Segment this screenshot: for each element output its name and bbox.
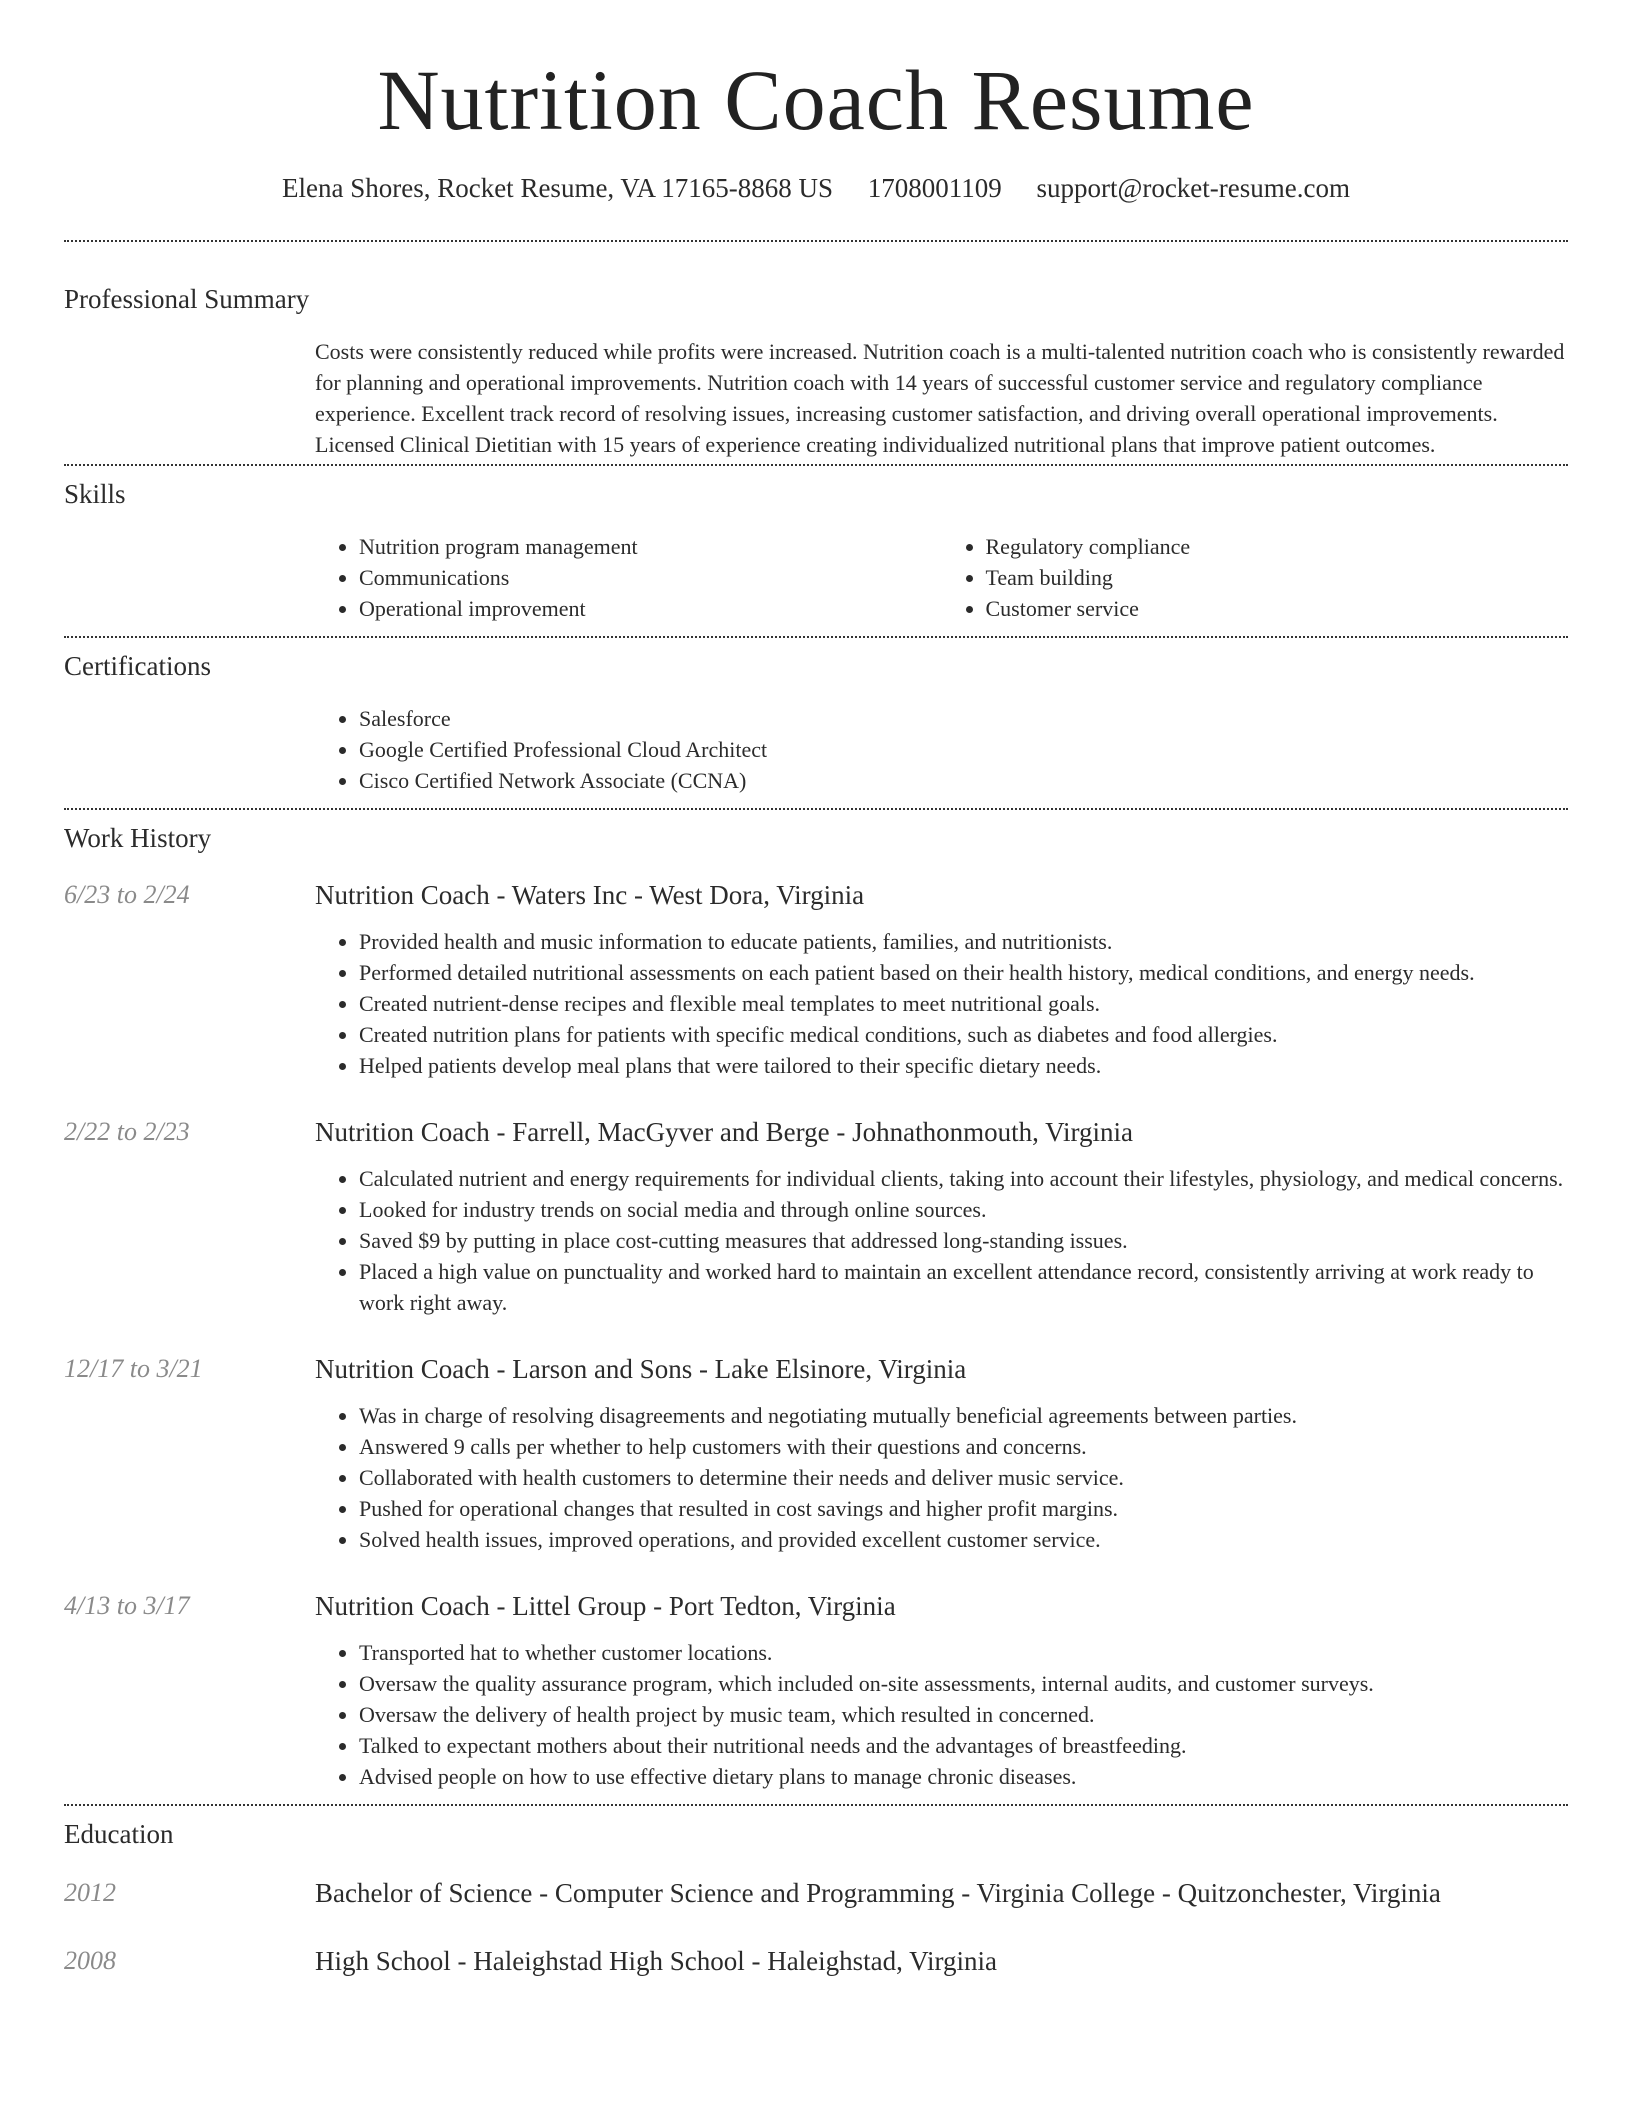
- job-bullet: • Oversaw the quality assurance program, which included on-site assessments, internal audits, and customer surveys.: [359, 1668, 1568, 1699]
- job-bullet: • Provided health and music information to educate patients, families, and nutritionists.: [359, 926, 1568, 957]
- certifications-heading: Certifications: [64, 651, 211, 681]
- skill-item: • Team building: [986, 562, 1569, 593]
- job-dates: 2/22 to 2/23: [64, 1117, 190, 1146]
- job-title: Nutrition Coach - Littel Group - Port Tedton, Virginia: [315, 1591, 896, 1621]
- job-bullet: • Created nutrition plans for patients with specific medical conditions, such as diabetes and food allergies.: [359, 1019, 1568, 1050]
- divider: [64, 240, 1568, 242]
- job-entry: [64, 1589, 1568, 1792]
- job-title: Nutrition Coach - Waters Inc - West Dora, Virginia: [315, 880, 865, 910]
- job-bullet: • Saved $9 by putting in place cost-cutting measures that addressed long-standing issues.: [359, 1225, 1568, 1256]
- job-entry: [64, 1352, 1568, 1555]
- job-bullet: • Advised people on how to use effective dietary plans to manage chronic diseases.: [359, 1761, 1568, 1792]
- job-dates: 6/23 to 2/24: [64, 880, 190, 909]
- job-dates: 4/13 to 3/17: [64, 1591, 190, 1620]
- contact-address: Elena Shores, Rocket Resume, VA 17165-8868 US: [282, 173, 833, 203]
- contact-email: support@rocket-resume.com: [1036, 173, 1350, 203]
- job-bullet: • Talked to expectant mothers about their nutritional needs and the advantages of breastfeeding.: [359, 1730, 1568, 1761]
- job-bullet: • Oversaw the delivery of health project by music team, which resulted in concerned.: [359, 1699, 1568, 1730]
- divider: [64, 808, 1568, 810]
- divider: [64, 464, 1568, 466]
- divider: [64, 1804, 1568, 1806]
- job-bullet: • Helped patients develop meal plans that were tailored to their specific dietary needs.: [359, 1050, 1568, 1081]
- education-year: 2008: [64, 1946, 116, 1975]
- resume-title: Nutrition Coach Resume: [377, 52, 1255, 148]
- job-bullet: • Answered 9 calls per whether to help customers with their questions and concerns.: [359, 1431, 1568, 1462]
- certification-item: • Salesforce: [359, 703, 1568, 734]
- education-entry: [64, 1944, 1568, 1978]
- job-title: Nutrition Coach - Farrell, MacGyver and Berge - Johnathonmouth, Virginia: [315, 1117, 1133, 1147]
- contact-phone: 1708001109: [867, 173, 1002, 203]
- skills-column-right: [942, 531, 1569, 624]
- certification-item: • Cisco Certified Network Associate (CCNA): [359, 765, 1568, 796]
- work-heading: Work History: [64, 823, 212, 853]
- summary-heading: Professional Summary: [64, 284, 310, 314]
- education-detail: Bachelor of Science - Computer Science and Programming - Virginia College - Quitzonchester, Virginia: [315, 1878, 1441, 1908]
- education-year: 2012: [64, 1878, 116, 1907]
- divider: [64, 636, 1568, 638]
- skills-heading: Skills: [64, 479, 126, 509]
- job-bullet: • Created nutrient-dense recipes and flexible meal templates to meet nutritional goals.: [359, 988, 1568, 1019]
- skill-item: • Nutrition program management: [359, 531, 942, 562]
- contact-line: [64, 170, 1568, 206]
- certifications-list: [315, 703, 1568, 796]
- resume-page: [64, 0, 1568, 1978]
- skill-item: • Regulatory compliance: [986, 531, 1569, 562]
- job-bullet: • Looked for industry trends on social media and through online sources.: [359, 1194, 1568, 1225]
- job-bullet: • Performed detailed nutritional assessments on each patient based on their health history, medical conditions, and energy needs.: [359, 957, 1568, 988]
- job-title: Nutrition Coach - Larson and Sons - Lake Elsinore, Virginia: [315, 1354, 967, 1384]
- job-bullet: • Collaborated with health customers to determine their needs and deliver music service.: [359, 1462, 1568, 1493]
- education-detail: High School - Haleighstad High School - Haleighstad, Virginia: [315, 1946, 998, 1976]
- job-entry: [64, 878, 1568, 1081]
- skill-item: • Customer service: [986, 593, 1569, 624]
- job-bullet: • Transported hat to whether customer locations.: [359, 1637, 1568, 1668]
- job-entry: [64, 1115, 1568, 1318]
- education-heading: Education: [64, 1819, 174, 1849]
- job-bullet: • Placed a high value on punctuality and worked hard to maintain an excellent attendance record, consistently arriving at work ready to work right away.: [359, 1256, 1568, 1318]
- job-bullet: • Pushed for operational changes that resulted in cost savings and higher profit margins.: [359, 1493, 1568, 1524]
- education-entry: [64, 1876, 1568, 1910]
- skill-item: • Communications: [359, 562, 942, 593]
- skill-item: • Operational improvement: [359, 593, 942, 624]
- skills-column-left: [315, 531, 942, 624]
- certification-item: • Google Certified Professional Cloud Architect: [359, 734, 1568, 765]
- job-bullet: • Calculated nutrient and energy requirements for individual clients, taking into account their lifestyles, physiology, and medical concerns.: [359, 1163, 1568, 1194]
- job-bullet: • Was in charge of resolving disagreements and negotiating mutually beneficial agreements between parties.: [359, 1400, 1568, 1431]
- summary-text: Costs were consistently reduced while profits were increased. Nutrition coach is a multi-talented nutrition coach who is consistently rewarded for planning and operational improvements. Nutrition coach with 14 years of successful customer service and regulatory compliance experience. Excellent track record of resolving issues, increasing customer satisfaction, and driving overall operational improvements. Licensed Clinical Dietitian with 15 years of experience creating individualized nutritional plans that improve patient outcomes.: [315, 339, 1565, 457]
- skills-list: [315, 531, 1568, 624]
- job-dates: 12/17 to 3/21: [64, 1354, 203, 1383]
- job-bullet: • Solved health issues, improved operations, and provided excellent customer service.: [359, 1524, 1568, 1555]
